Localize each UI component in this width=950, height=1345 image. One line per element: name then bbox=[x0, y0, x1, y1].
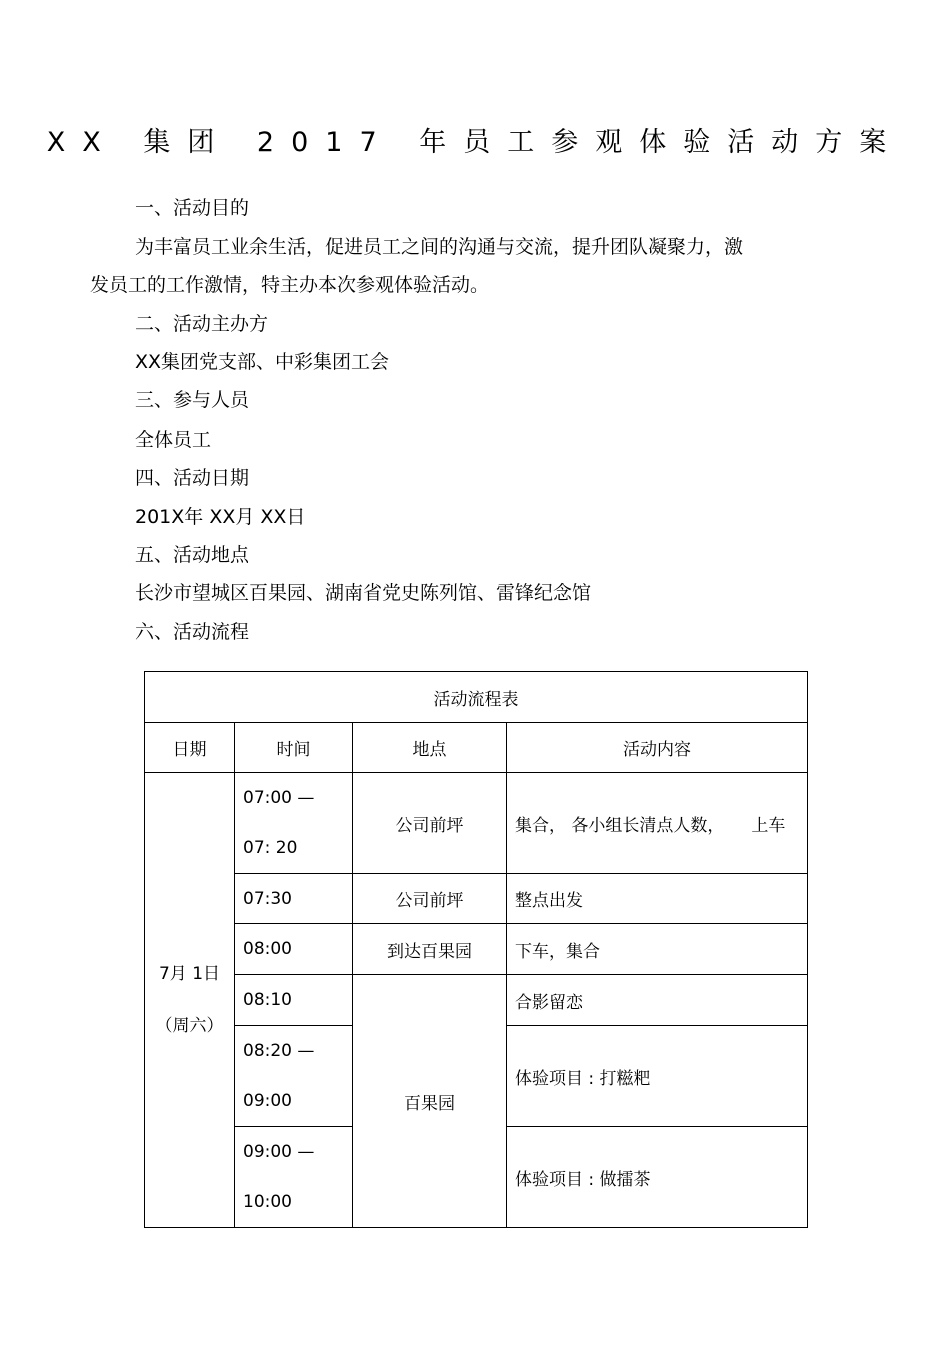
time-cell: 08:00 bbox=[235, 924, 353, 975]
document-title: XX 集团 2017 年员工参观体验活动方案 bbox=[46, 127, 904, 158]
time-cell bbox=[235, 1026, 353, 1127]
table-row bbox=[145, 975, 808, 1026]
section-body-purpose-line2: 发员工的工作激情，特主办本次参观体验活动。 bbox=[90, 274, 490, 296]
section-body-location: 长沙市望城区百果园、湖南省党史陈列馆、雷锋纪念馆 bbox=[135, 582, 592, 604]
time-cell: 08:10 bbox=[235, 975, 353, 1026]
section-heading-location: 五、活动地点 bbox=[135, 544, 250, 566]
column-header-place: 地点 bbox=[353, 723, 507, 773]
content-cell: 整点出发 bbox=[507, 874, 808, 924]
time-end: 09:00 bbox=[243, 1091, 292, 1111]
section-heading-date: 四、活动日期 bbox=[135, 467, 250, 489]
section-heading-organizer: 二、活动主办方 bbox=[135, 313, 269, 335]
table-caption: 活动流程表 bbox=[145, 672, 808, 723]
content-cell: 体验项目 : 打糍粑 bbox=[507, 1026, 808, 1127]
table-row bbox=[145, 874, 808, 924]
place-cell: 公司前坪 bbox=[353, 874, 507, 924]
weekday-label: （周六） bbox=[155, 1016, 224, 1036]
time-start: 08:20 — bbox=[243, 1041, 315, 1061]
content-cell: 下车，集合 bbox=[507, 924, 808, 975]
time-start: 09:00 — bbox=[243, 1142, 315, 1162]
time-cell bbox=[235, 1127, 353, 1228]
table-row bbox=[145, 773, 808, 874]
date-label: 7月 1日 bbox=[158, 964, 221, 984]
place-cell: 到达百果园 bbox=[353, 924, 507, 975]
time-start: 07:00 — bbox=[243, 788, 315, 808]
activity-schedule-table bbox=[144, 671, 808, 1228]
table-row bbox=[145, 924, 808, 975]
place-cell: 百果园 bbox=[353, 975, 507, 1228]
date-cell bbox=[145, 773, 235, 1228]
column-header-content: 活动内容 bbox=[507, 723, 808, 773]
section-heading-process: 六、活动流程 bbox=[135, 621, 250, 643]
place-cell: 公司前坪 bbox=[353, 773, 507, 874]
time-end: 10:00 bbox=[243, 1192, 292, 1212]
section-body-organizer: XX集团党支部、中彩集团工会 bbox=[135, 351, 390, 373]
content-cell: 集合， 各小组长清点人数， 上车 bbox=[507, 773, 808, 874]
time-end: 07: 20 bbox=[243, 838, 298, 858]
content-cell: 体验项目 : 做擂茶 bbox=[507, 1127, 808, 1228]
column-header-date: 日期 bbox=[145, 723, 235, 773]
content-cell: 合影留恋 bbox=[507, 975, 808, 1026]
time-cell: 07:30 bbox=[235, 874, 353, 924]
section-body-purpose-line1: 为丰富员工业余生活，促进员工之间的沟通与交流，提升团队凝聚力，激 bbox=[135, 236, 744, 258]
section-heading-purpose: 一、活动目的 bbox=[135, 197, 250, 219]
section-body-date: 201X年 XX月 XX日 bbox=[135, 506, 306, 528]
column-header-time: 时间 bbox=[235, 723, 353, 773]
section-body-participants: 全体员工 bbox=[135, 429, 212, 451]
time-cell bbox=[235, 773, 353, 874]
section-heading-participants: 三、参与人员 bbox=[135, 389, 250, 411]
